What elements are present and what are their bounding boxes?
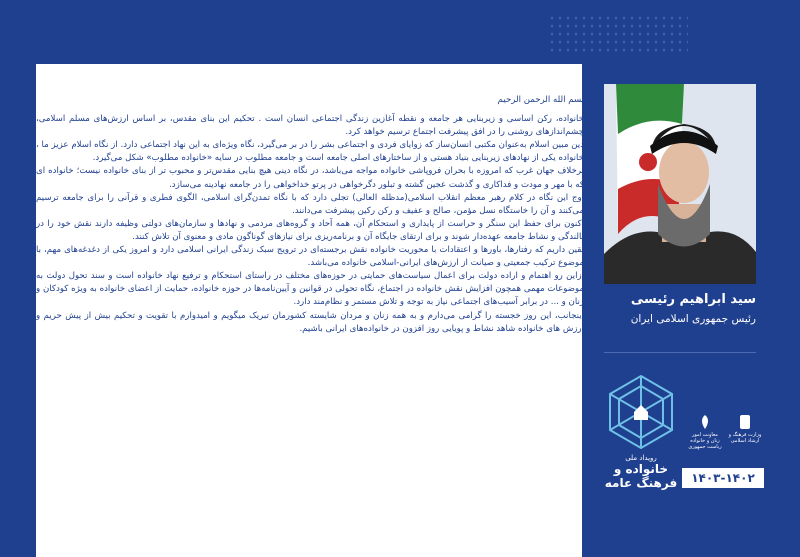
event-line-2: خانواده و: [613, 462, 669, 476]
event-title: [600, 454, 682, 490]
event-line-1: رویداد ملی: [625, 454, 657, 462]
emblem-icon: [698, 414, 712, 430]
statement-text: [36, 94, 584, 336]
paragraph: ازاین رو اهتمام و اراده دولت برای اعمال سیاست‌های حمایتی در حوزه‌های مختلف در راستای استحکام و ترفیع نهاد خانواده است و سند تحول دولت به موضوعات مهمی همچون افزایش نقش خانواده در اجتماع، نگاه تحولی در قوانین و آیین‌نامه‌ها در حوزه خانواده، حمایت از اعضای خانواده به ویژه کودکان و زنان و ... در برابر آسیب‌های اجتماعی نیاز به توجه و تلاش مستمر و نظام‌مند دارد.: [36, 271, 584, 308]
paragraph: برخلاف جهان غرب که امروزه با بحران فروپاشی خانواده مواجه می‌باشد، در نگاه دینی هیچ بنایی مقدس‌تر و محبوب تر از بنای خانواده نیست؛ خانواده ای که با مهر و مودت و فداکاری و گذشت عجین گشته و تبلور دگرخواهی در پرتو خداخواهی را در جامعه نهادینه می‌سازد.: [36, 166, 584, 190]
divider: [604, 352, 756, 353]
portrait-caption: [598, 292, 756, 325]
paragraph: دین مبین اسلام به‌عنوان مکتبی انسان‌ساز که زوایای فردی و اجتماعی بشر را در بر می‌گیرد، نگاه ویژه‌ای به این نهاد اجتماعی دارد. از نگاه اسلام عزیز ما ، خانواده یکی از نهادهای زیربنایی بنیاد هستی و از ساختارهای اصلی جامعه است و جامعه مطلوب در سایه «خانواده مطلوب» شکل می‌گیرد.: [36, 140, 584, 164]
person-role: رئیس جمهوری اسلامی ایران: [630, 313, 756, 325]
sponsor-emblems: [688, 414, 762, 450]
event-years: ۱۴۰۳-۱۴۰۲: [682, 468, 764, 488]
sponsor-emblem-women-affairs: معاونت امور زنان و خانواده ریاست جمهوری: [688, 414, 722, 450]
person-name: سید ابراهیم رئیسی: [630, 292, 756, 307]
portrait-photo: [604, 84, 756, 284]
paragraph: اکنون برای حفظ این سنگر و حراست از پایداری و استحکام آن، همه آحاد و گروه‌های مردمی و نهادها و سازمان‌های دولتی وظیفه دارند نقش خود را در بالندگی و نشاط جامعه عهده‌دار شوند و برای ارتقای جایگاه آن و برنامه‌ریزی برای نیازهای گوناگون مادی و معنوی آن تلاش کنند.: [36, 218, 584, 242]
basmala: بسم الله الرحمن الرحیم: [497, 95, 584, 105]
paragraph: اینجانب، این روز خجسته را گرامی می‌دارم و به همه زنان و مردان شایسته کشورمان تبریک میگویم و امیدوارم با تقویت و تحکیم بیش از پیش حریم و ارزش‌ های خانواده شاهد نشاط و پویایی روز افزون در خانواده‌های ایرانی باشیم.: [36, 310, 584, 334]
emblem-icon: [738, 414, 752, 430]
sponsor-emblem-culture-ministry: وزارت فرهنگ و ارشاد اسلامی: [728, 414, 762, 444]
paragraph: یقین داریم که رفتارها، باورها و اعتقادات با محوریت خانواده نقش برجسته‌ای در ترویج سبک زندگی ایرانی اسلامی دارد و امروز یکی از دغدغه‌های مهم، با موضوع ترکیب جمعیتی و صیانت از ارزش‌های ایرانی-اسلامی خانواده می‌باشد.: [36, 245, 584, 269]
paragraph: اوج این نگاه در کلام رهبر معظم انقلاب اسلامی(مدظله العالی) تجلی دارد که با نگاه تمدن‌گرای اسلامی، الگوی فطری و قرآنی را برای جامعه ترسیم می‌کنند و آن را خاستگاه نسل مؤمن، صالح و عفیف و رکن رکین پیشرفت می‌دانند.: [36, 192, 584, 216]
decorative-dots-top: [548, 14, 688, 54]
paragraph: خانواده، رکن اساسی و زیربنایی هر جامعه و نقطه آغازین زندگی اجتماعی انسان است . تحکیم این بنای مقدس، بر اساس ارزش‌های مسلم اسلامی، چشم‌اندازهای روشنی را در افق پیشرفت اجتماع ترسیم خواهد کرد.: [36, 114, 584, 138]
event-line-3: فرهنگ عامه: [604, 476, 678, 490]
